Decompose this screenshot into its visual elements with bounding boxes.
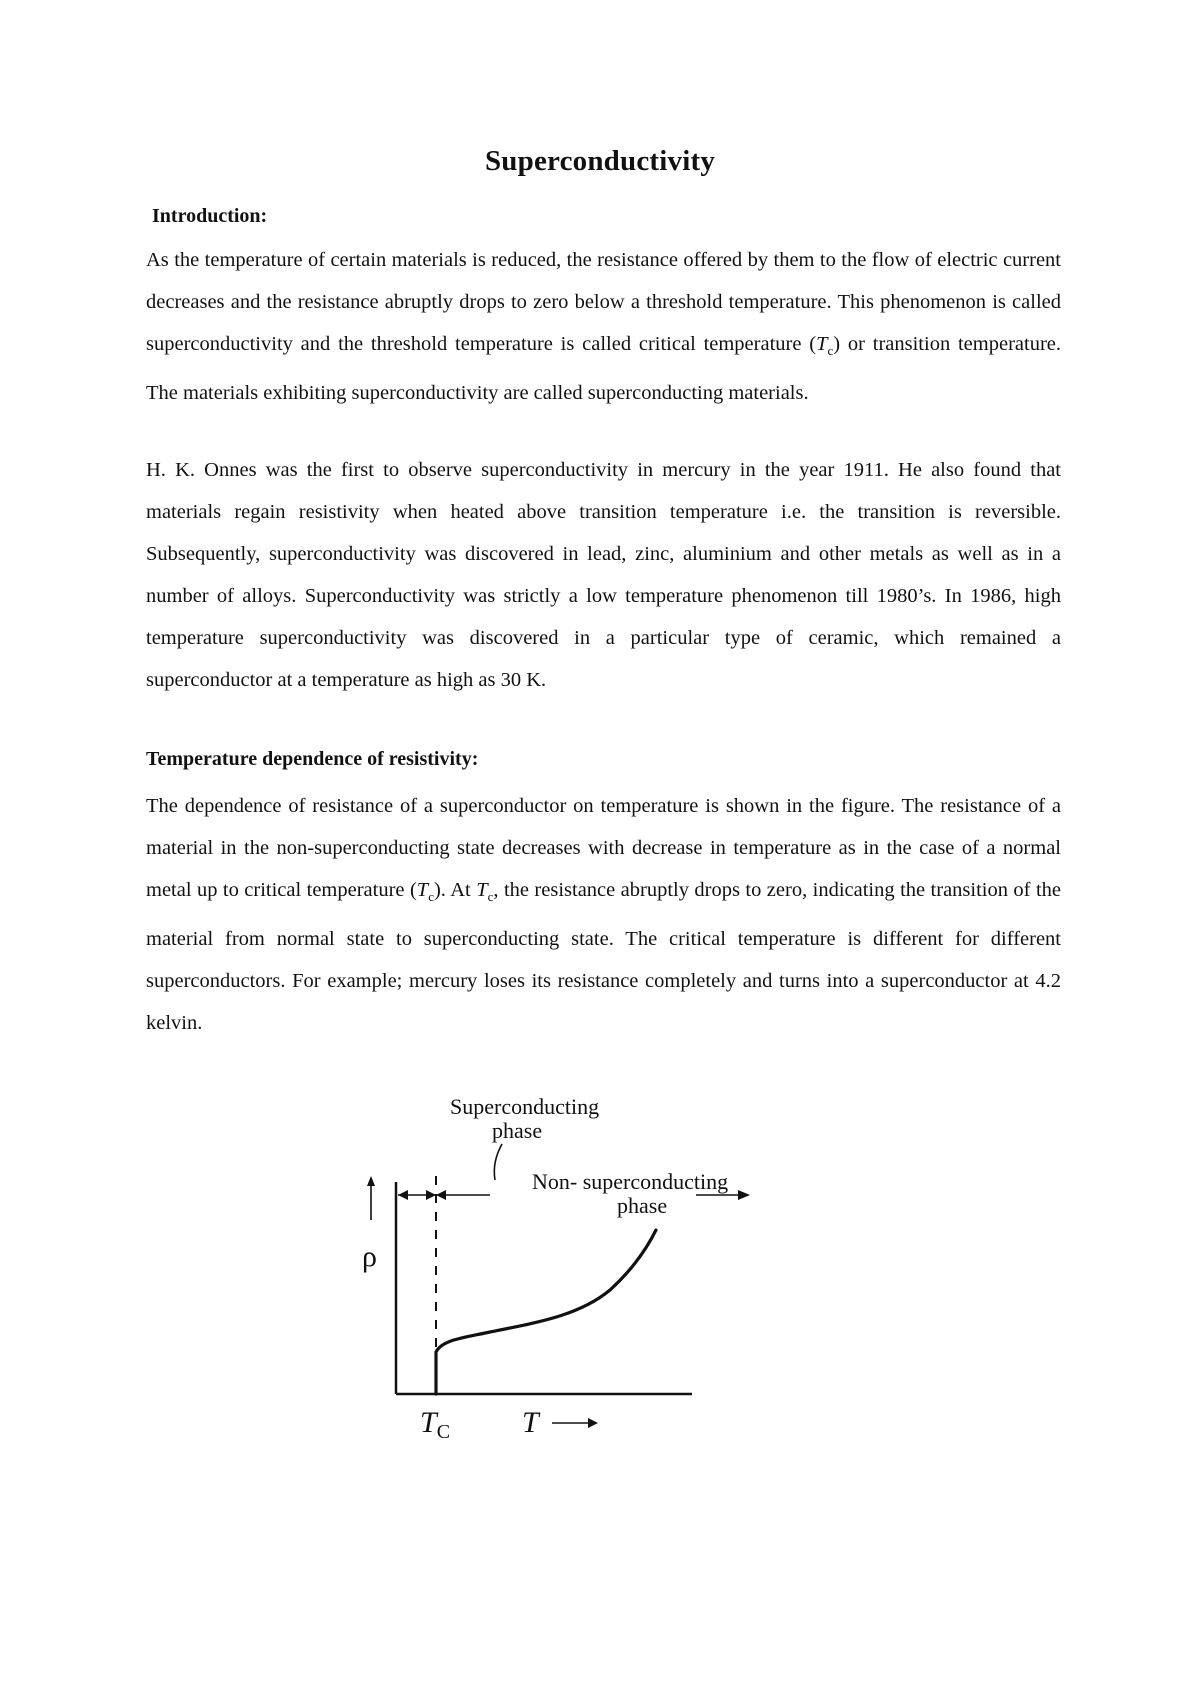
tc-subscript: c (428, 889, 434, 905)
t-axis-label: T (522, 1406, 539, 1439)
paragraph-introduction-2: H. K. Onnes was the first to observe superconductivity in mercury in the year 1911. He also found that materials regain resistivity when heated above transition temperature i.e. the transition is reversible. Subsequently, superconductivity was discovered in lead, zinc, aluminium and other metals as well as in a number of alloys. Superconductivity was strictly a low temperature phenomenon till 1980’s. In 1986, high temperature superconductivity was discovered in a particular type of ceramic, which remained a superconductor at a temperature as high as 30 K. (146, 459, 1061, 691)
y-axis-arrow-head (367, 1176, 375, 1186)
y-axis-rho-label: ρ (362, 1240, 377, 1273)
paragraph-temperature-dependence: The dependence of resistance of a superconductor on temperature is shown in the figure. The resistance of a material in the non-superconducting state decreases with decrease in temperature as in the case of a normal metal up to critical temperature $(T_c)$. At $T_c$, the resistance abruptly drops to zero, indicating the transition of the material from normal state to superconducting state. The critical temperature is different for different superconductors. For example; mercury loses its resistance completely and turns into a superconductor at 4.2 kelvin. (146, 795, 1061, 1035)
superconducting-phase-label: phase (492, 1118, 543, 1143)
superconducting-label: Superconducting (450, 1094, 600, 1119)
sc-phase-arrow-left-head (398, 1190, 408, 1200)
tc-symbol: T (476, 879, 488, 901)
section-heading-introduction: Introduction: (152, 205, 268, 227)
resistivity-temperature-figure (362, 1090, 840, 1490)
tc-symbol: T (816, 333, 828, 355)
non-superconducting-label: Non- superconducting (532, 1169, 729, 1194)
paragraph-introduction-1: As the temperature of certain materials is reduced, the resistance offered by them to the flow of electric current decreases and the resistance abruptly drops to zero below a threshold temperature. This phenomenon is called superconductivity and the threshold temperature is called critical temperature $(T_c)$ or transition temperature. The materials exhibiting superconductivity are called superconducting materials. (146, 249, 1061, 405)
pointer-stroke (494, 1144, 502, 1180)
nsc-phase-arrow-left-head (436, 1190, 446, 1200)
tc-subscript: c (487, 889, 494, 905)
section-heading-temperature-dependence: Temperature dependence of resistivity: (146, 748, 479, 770)
x-axis-arrow-head (588, 1418, 598, 1428)
non-superconducting-phase-label: phase (617, 1193, 668, 1218)
tc-subscript: c (827, 343, 834, 359)
nsc-phase-arrow-right-head (738, 1190, 750, 1200)
tc-symbol: T (416, 879, 429, 901)
tc-axis-label: $T_C$ (420, 1406, 451, 1443)
resistivity-curve (436, 1230, 656, 1394)
resistivity-diagram (362, 1090, 840, 1490)
sc-phase-arrow-right-head (426, 1190, 436, 1200)
page-title: Superconductivity (484, 145, 716, 177)
